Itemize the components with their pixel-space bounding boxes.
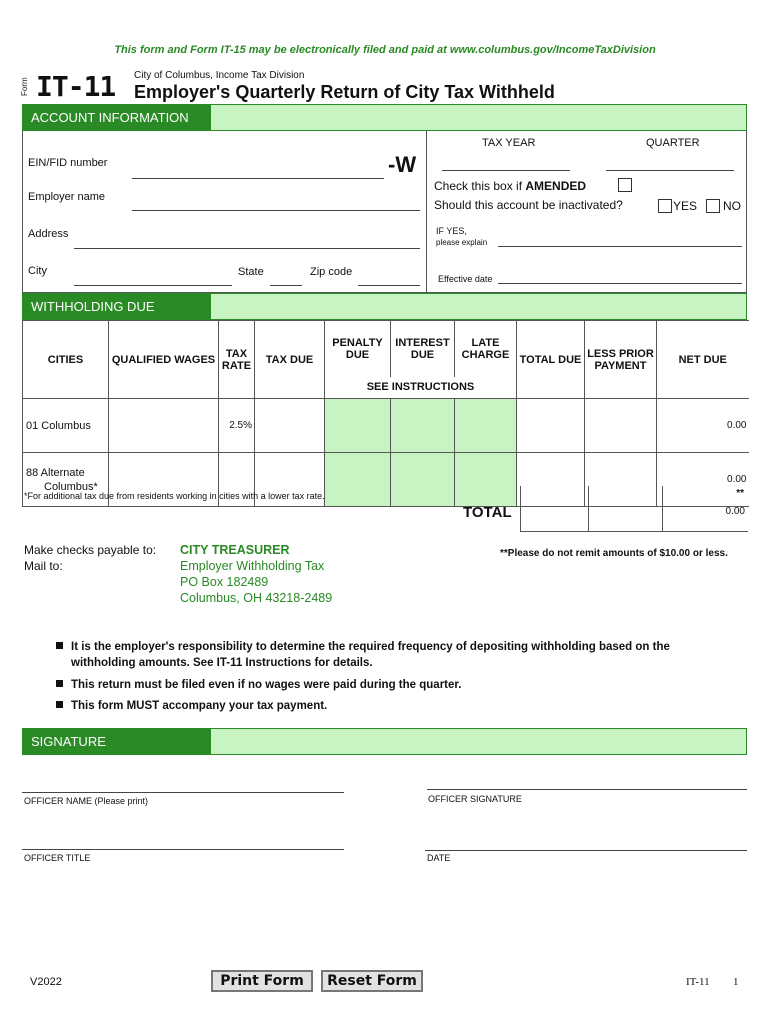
zip-input[interactable] bbox=[358, 285, 420, 286]
mail-address-line3: Columbus, OH 43218-2489 bbox=[180, 591, 333, 605]
amended-label: Check this box if AMENDED bbox=[434, 179, 587, 193]
officer-title-label: OFFICER TITLE bbox=[24, 853, 91, 863]
row-columbus-tax-due[interactable] bbox=[255, 399, 325, 453]
header-net: NET DUE bbox=[657, 321, 749, 399]
date-input[interactable] bbox=[425, 850, 747, 851]
inactive-yes-checkbox[interactable] bbox=[658, 199, 672, 213]
date-label: DATE bbox=[427, 853, 451, 863]
header-interest: INTEREST DUE bbox=[391, 321, 455, 377]
mail-address-line2: PO Box 182489 bbox=[180, 575, 269, 589]
explain-label: please explain bbox=[436, 238, 488, 247]
payee: CITY TREASURER bbox=[180, 543, 290, 557]
form-number: IT-11 bbox=[36, 70, 116, 103]
row-alternate-penalty[interactable] bbox=[325, 453, 391, 507]
efile-note: This form and Form IT-15 may be electronically filed and paid at www.columbus.gov/IncomeTaxDivision bbox=[114, 44, 656, 56]
payable-label: Make checks payable to: bbox=[24, 543, 157, 557]
header-cities: CITIES bbox=[23, 321, 109, 399]
address-input[interactable] bbox=[74, 248, 420, 249]
state-label: State bbox=[238, 266, 264, 278]
inactive-label: Should this account be inactivated? bbox=[434, 198, 623, 212]
row-alternate-city: 88 Alternate Columbus* bbox=[23, 453, 109, 507]
if-yes-label: IF YES, bbox=[436, 226, 467, 236]
header-penalty: PENALTY DUE bbox=[325, 321, 391, 377]
row-columbus-penalty[interactable] bbox=[325, 399, 391, 453]
explain-input[interactable] bbox=[498, 246, 742, 247]
quarter-label: QUARTER bbox=[646, 137, 700, 149]
remit-note: **Please do not remit amounts of $10.00 or less. bbox=[500, 548, 728, 559]
city-input[interactable] bbox=[74, 285, 232, 286]
tax-year-input[interactable] bbox=[442, 170, 570, 171]
yes-label: YES bbox=[673, 199, 698, 213]
tax-year-label: TAX YEAR bbox=[482, 137, 536, 149]
officer-signature-label: OFFICER SIGNATURE bbox=[428, 794, 522, 804]
print-form-button[interactable]: Print Form bbox=[211, 970, 313, 992]
effective-label: Effective date bbox=[438, 274, 493, 284]
row-columbus-late[interactable] bbox=[455, 399, 517, 453]
total-divider-b bbox=[662, 486, 663, 532]
total-label: TOTAL bbox=[463, 504, 512, 521]
row-alternate-late[interactable] bbox=[455, 453, 517, 507]
header-total: TOTAL DUE bbox=[517, 321, 585, 399]
version-label: V2022 bbox=[30, 976, 62, 988]
city-label: City bbox=[28, 265, 47, 277]
mail-label: Mail to: bbox=[24, 559, 63, 573]
amended-checkbox[interactable] bbox=[618, 178, 632, 192]
row-columbus-rate: 2.5% bbox=[219, 399, 255, 453]
form-ref: IT-11 bbox=[686, 976, 710, 988]
reset-form-button[interactable]: Reset Form bbox=[321, 970, 423, 992]
row-columbus-wages[interactable] bbox=[109, 399, 219, 453]
withholding-header-row bbox=[23, 321, 749, 377]
header-prior: LESS PRIOR PAYMENT bbox=[585, 321, 657, 399]
no-label: NO bbox=[723, 199, 741, 213]
signature-section-bar bbox=[22, 728, 747, 755]
officer-name-input[interactable] bbox=[22, 792, 344, 793]
row-alternate-interest[interactable] bbox=[391, 453, 455, 507]
header-late: LATE CHARGE bbox=[455, 321, 517, 377]
header-rate: TAX RATE bbox=[219, 321, 255, 399]
employer-label: Employer name bbox=[28, 191, 106, 203]
header-wages: QUALIFIED WAGES bbox=[109, 321, 219, 399]
row-columbus-net: 0.00 bbox=[657, 399, 749, 453]
signature-section-label: SIGNATURE bbox=[23, 729, 211, 754]
row-columbus-prior[interactable] bbox=[585, 399, 657, 453]
inactive-no-checkbox[interactable] bbox=[706, 199, 720, 213]
note-accompany: This form MUST accompany your tax payment. bbox=[56, 700, 746, 712]
total-value: 0.00 bbox=[725, 506, 745, 517]
quarter-input[interactable] bbox=[606, 170, 734, 171]
withholding-footnote: *For additional tax due from residents working in cities with a lower tax rate. bbox=[24, 491, 325, 501]
employer-input[interactable] bbox=[132, 210, 420, 211]
officer-title-input[interactable] bbox=[22, 849, 344, 850]
account-box bbox=[22, 131, 747, 293]
ein-input[interactable] bbox=[132, 178, 384, 179]
note-responsibility-cont: withholding amounts. See IT-11 Instructions for details. bbox=[71, 657, 373, 669]
table-row bbox=[23, 399, 749, 453]
total-stars: ** bbox=[736, 488, 744, 499]
mail-address-line1: Employer Withholding Tax bbox=[180, 559, 325, 573]
form-title: Employer's Quarterly Return of City Tax Withheld bbox=[134, 82, 555, 102]
row-alternate-net: 0.00 bbox=[657, 453, 749, 507]
withholding-section-label: WITHHOLDING DUE bbox=[23, 294, 211, 319]
withholding-table bbox=[22, 320, 749, 507]
account-section-bar bbox=[22, 104, 747, 131]
effective-date-input[interactable] bbox=[498, 283, 742, 284]
note-responsibility: It is the employer's responsibility to determine the required frequency of depositing withholding based on the bbox=[56, 641, 746, 653]
row-columbus-city: 01 Columbus bbox=[23, 399, 109, 453]
header-tax-due: TAX DUE bbox=[255, 321, 325, 399]
account-section-label: ACCOUNT INFORMATION bbox=[23, 105, 211, 130]
zip-label: Zip code bbox=[310, 266, 353, 278]
state-input[interactable] bbox=[270, 285, 302, 286]
form-word: Form bbox=[20, 77, 29, 96]
total-divider-a bbox=[588, 486, 589, 532]
officer-signature-input[interactable] bbox=[427, 789, 747, 790]
address-label: Address bbox=[28, 228, 69, 240]
row-columbus-total[interactable] bbox=[517, 399, 585, 453]
account-divider bbox=[426, 131, 427, 293]
note-no-wages: This return must be filed even if no wages were paid during the quarter. bbox=[56, 679, 746, 691]
ein-label: EIN/FID number bbox=[28, 157, 108, 169]
ein-suffix: -W bbox=[388, 152, 417, 177]
withholding-section-bar bbox=[22, 293, 747, 320]
division-name: City of Columbus, Income Tax Division bbox=[134, 70, 305, 81]
page-number: 1 bbox=[733, 976, 739, 988]
row-columbus-interest[interactable] bbox=[391, 399, 455, 453]
officer-name-label: OFFICER NAME (Please print) bbox=[24, 796, 149, 806]
header-see-instructions: SEE INSTRUCTIONS bbox=[325, 377, 517, 399]
